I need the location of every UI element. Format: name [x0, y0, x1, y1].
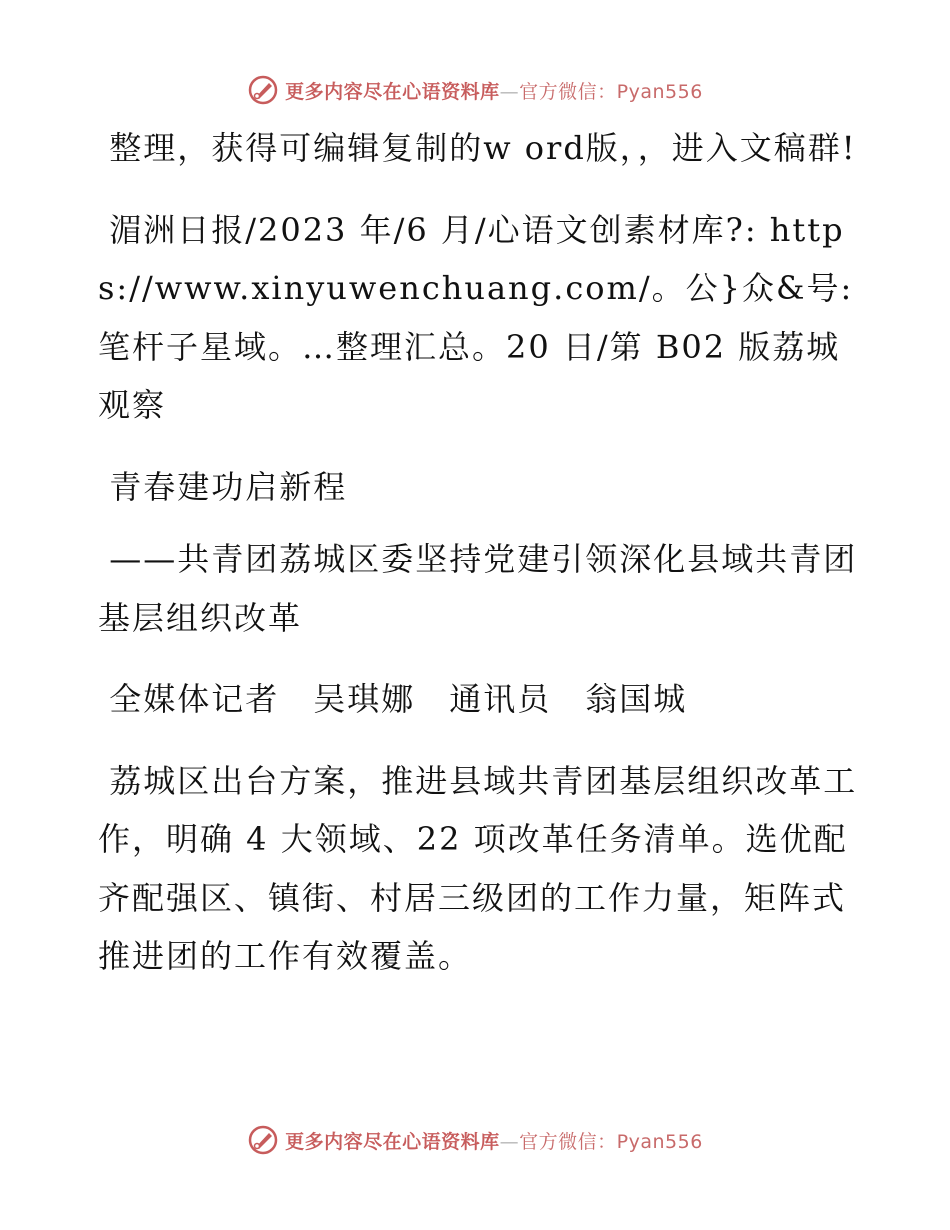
article-title: 青春建功启新程 — [109, 467, 348, 506]
brush-logo-icon — [247, 1124, 279, 1156]
watermark-main: 更多内容尽在心语资料库 — [285, 80, 500, 103]
watermark-contact: 官方微信：Pyan556 — [519, 80, 703, 103]
paragraph-body: 荔城区出台方案，推进县域共青团基层组织改革工作，明确 4 大领域、22 项改革任务清单。选优配齐配强区、镇街、村居三级团的工作力量，矩阵式推进团的工作有效覆盖。 — [98, 761, 858, 975]
watermark-contact: 官方微信：Pyan556 — [519, 1130, 703, 1153]
watermark-separator: — — [499, 1130, 520, 1153]
article-byline: 全媒体记者 吴琪娜 通讯员 翁国城 — [109, 680, 688, 718]
article-subtitle: ——共青团荔城区委坚持党建引领深化县域共青团基层组织改革 — [98, 540, 858, 637]
paragraph-intro: 整理，获得可编辑复制的w ord版，，进入文稿群! — [109, 129, 857, 167]
watermark-text — [285, 1127, 703, 1154]
document-body — [98, 119, 858, 1009]
header-watermark — [0, 70, 950, 110]
watermark-text — [285, 77, 703, 104]
watermark-separator: — — [499, 80, 520, 103]
paragraph-source: 湄洲日报/2023 年/6 月/心语文创素材库?: https://www.xinyuwenchuang.com/。公}众&号: 笔杆子星域。…整理汇总。20 日/第 B02 版荔城观察 — [98, 210, 854, 424]
watermark-main: 更多内容尽在心语资料库 — [285, 1130, 500, 1153]
brush-logo-icon — [247, 74, 279, 106]
footer-watermark — [0, 1120, 950, 1160]
